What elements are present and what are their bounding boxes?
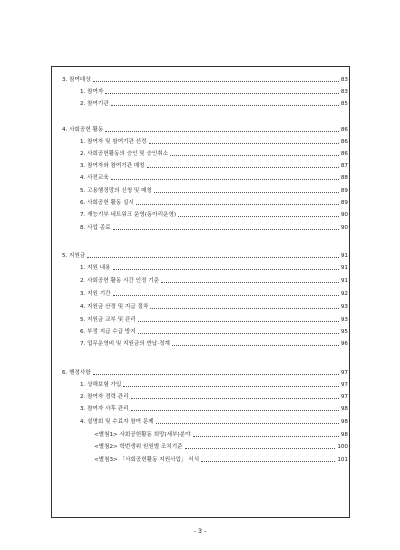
toc-entry (80, 185, 348, 195)
toc-page-number: 83 (340, 77, 348, 83)
toc-leader (131, 398, 339, 399)
toc-leader (178, 216, 339, 217)
toc-label: 2. 참여기관 (80, 101, 109, 107)
toc-leader (93, 81, 339, 82)
toc-label: 7. 재능기부 네트워크 운영(동아리운영) (80, 212, 177, 218)
toc-appendix (94, 429, 348, 439)
toc-label: 1. 상해보험 가입 (80, 382, 122, 388)
toc-leader (87, 257, 339, 258)
toc-entry (80, 338, 348, 348)
toc-entry (80, 197, 348, 207)
toc-page-number: 90 (340, 225, 348, 231)
toc-leader (111, 179, 339, 180)
toc-leader (136, 204, 339, 205)
toc-page-number: 96 (340, 341, 348, 347)
toc-page-number: 87 (340, 163, 348, 169)
toc-leader (154, 192, 339, 193)
toc-entry (80, 172, 348, 182)
toc-page-number: 89 (340, 188, 348, 194)
toc-label: 2. 사회공헌활동의 승인 및 승인취소 (80, 151, 169, 157)
toc-page-number: 85 (340, 101, 348, 107)
toc-entry (80, 326, 348, 336)
toc-leader (185, 448, 336, 449)
toc-section-heading (62, 124, 348, 134)
toc-entry (80, 160, 348, 170)
toc-section-heading (62, 74, 348, 84)
toc-page-number: 89 (340, 200, 348, 206)
toc-entry (80, 416, 348, 426)
toc-entry (80, 301, 348, 311)
toc-page-number: 97 (340, 370, 348, 376)
toc-section-heading (62, 367, 348, 377)
toc-label: <별첨3> 「사회공헌활동 지원사업」 서식 (94, 457, 200, 463)
toc-leader (156, 423, 339, 424)
toc-page-number: 90 (340, 212, 348, 218)
toc-leader (138, 321, 339, 322)
toc-label: 4. 설명회 및 수료자 참여 문제 (80, 419, 154, 425)
toc-page-number: 95 (340, 329, 348, 335)
toc-entry (80, 391, 348, 401)
toc-page-number: 93 (340, 304, 348, 310)
toc-label: 2. 참여자 경력 관리 (80, 394, 129, 400)
toc-label: 6. 부정 지급 수급 방지 (80, 329, 136, 335)
toc-leader (111, 105, 339, 106)
toc-page-number: 86 (340, 151, 348, 157)
toc-label: <별첨2> 학번생위 원원별 조치기준 (94, 444, 183, 450)
toc-label: 1. 지원 내용 (80, 265, 111, 271)
toc-entry (80, 209, 348, 219)
toc-label: 2. 사회공헌 활동 시간 인정 기준 (80, 278, 160, 284)
toc-leader (161, 282, 339, 283)
toc-entry (80, 288, 348, 298)
toc-entry (80, 222, 348, 232)
toc-page-number: 86 (340, 127, 348, 133)
toc-label: 4. 사전교육 (80, 175, 109, 181)
toc-label: 6. 사회공헌 활동 실시 (80, 200, 134, 206)
toc-leader (149, 143, 339, 144)
toc-section-heading (62, 250, 348, 260)
toc-entry (80, 314, 348, 324)
toc-page-number: 93 (340, 317, 348, 323)
toc-label: 3. 지원 기간 (80, 291, 111, 297)
toc-label: 4. 지원금 산정 및 지급 절차 (80, 304, 149, 310)
toc-label: 6. 행정사항 (62, 370, 91, 376)
page-number: - 3 - (193, 527, 207, 535)
toc-label: 1. 참여자 (80, 89, 104, 95)
toc-leader (123, 386, 339, 387)
toc-page-number: 98 (340, 419, 348, 425)
toc-label: 4. 사회공헌 활동 (62, 127, 104, 133)
toc-leader (172, 345, 339, 346)
toc-page-number: 97 (340, 382, 348, 388)
toc-page-number: 98 (340, 432, 348, 438)
toc-entry (80, 98, 348, 108)
toc-leader (113, 229, 339, 230)
toc-page-number: 92 (340, 291, 348, 297)
toc-page-number: 91 (340, 253, 348, 259)
toc-leader (201, 461, 335, 462)
toc-leader (147, 167, 339, 168)
toc-leader (193, 436, 339, 437)
toc-page-number: 98 (340, 406, 348, 412)
toc-leader (113, 269, 339, 270)
toc-leader (93, 374, 339, 375)
toc-leader (150, 308, 339, 309)
toc-leader (138, 333, 339, 334)
toc-leader (170, 155, 339, 156)
toc-page-number: 91 (340, 278, 348, 284)
toc-appendix (94, 454, 348, 464)
toc-page-number: 91 (340, 265, 348, 271)
toc-page-number: 88 (340, 175, 348, 181)
toc-label: 7. 업무운영비 및 지원금의 반납·정계 (80, 341, 170, 347)
toc-leader (105, 93, 339, 94)
toc-entry (80, 262, 348, 272)
toc-page-number: 97 (340, 394, 348, 400)
toc-label: 8. 사업 종료 (80, 225, 111, 231)
toc-label: 3. 참여대상 (62, 77, 91, 83)
toc-label: 1. 참여자 및 참여기관 선정 (80, 139, 147, 145)
toc-page-number: 83 (340, 89, 348, 95)
toc-page-number: 100 (337, 444, 348, 450)
toc-label: 3. 참여자와 참여기관 매칭 (80, 163, 145, 169)
toc-leader (113, 295, 339, 296)
toc-entry (80, 136, 348, 146)
toc-entry (80, 275, 348, 285)
toc-page-number: 86 (340, 139, 348, 145)
toc-label: 5. 고용행정망의 신청 및 매칭 (80, 188, 152, 194)
toc-label: 3. 참여자 사후 관리 (80, 406, 129, 412)
toc-appendix (94, 441, 348, 451)
toc-label: 5. 지원금 (62, 253, 86, 259)
toc-label: <별첨1> 사회공헌활동 희망(세부)분야 (94, 432, 191, 438)
toc-entry (80, 86, 348, 96)
toc-leader (131, 410, 339, 411)
toc-page-number: 101 (337, 457, 348, 463)
toc-entry (80, 148, 348, 158)
toc-leader (105, 131, 339, 132)
toc-entry (80, 403, 348, 413)
toc-entry (80, 379, 348, 389)
toc-label: 5. 지원금 교부 및 관리 (80, 317, 136, 323)
